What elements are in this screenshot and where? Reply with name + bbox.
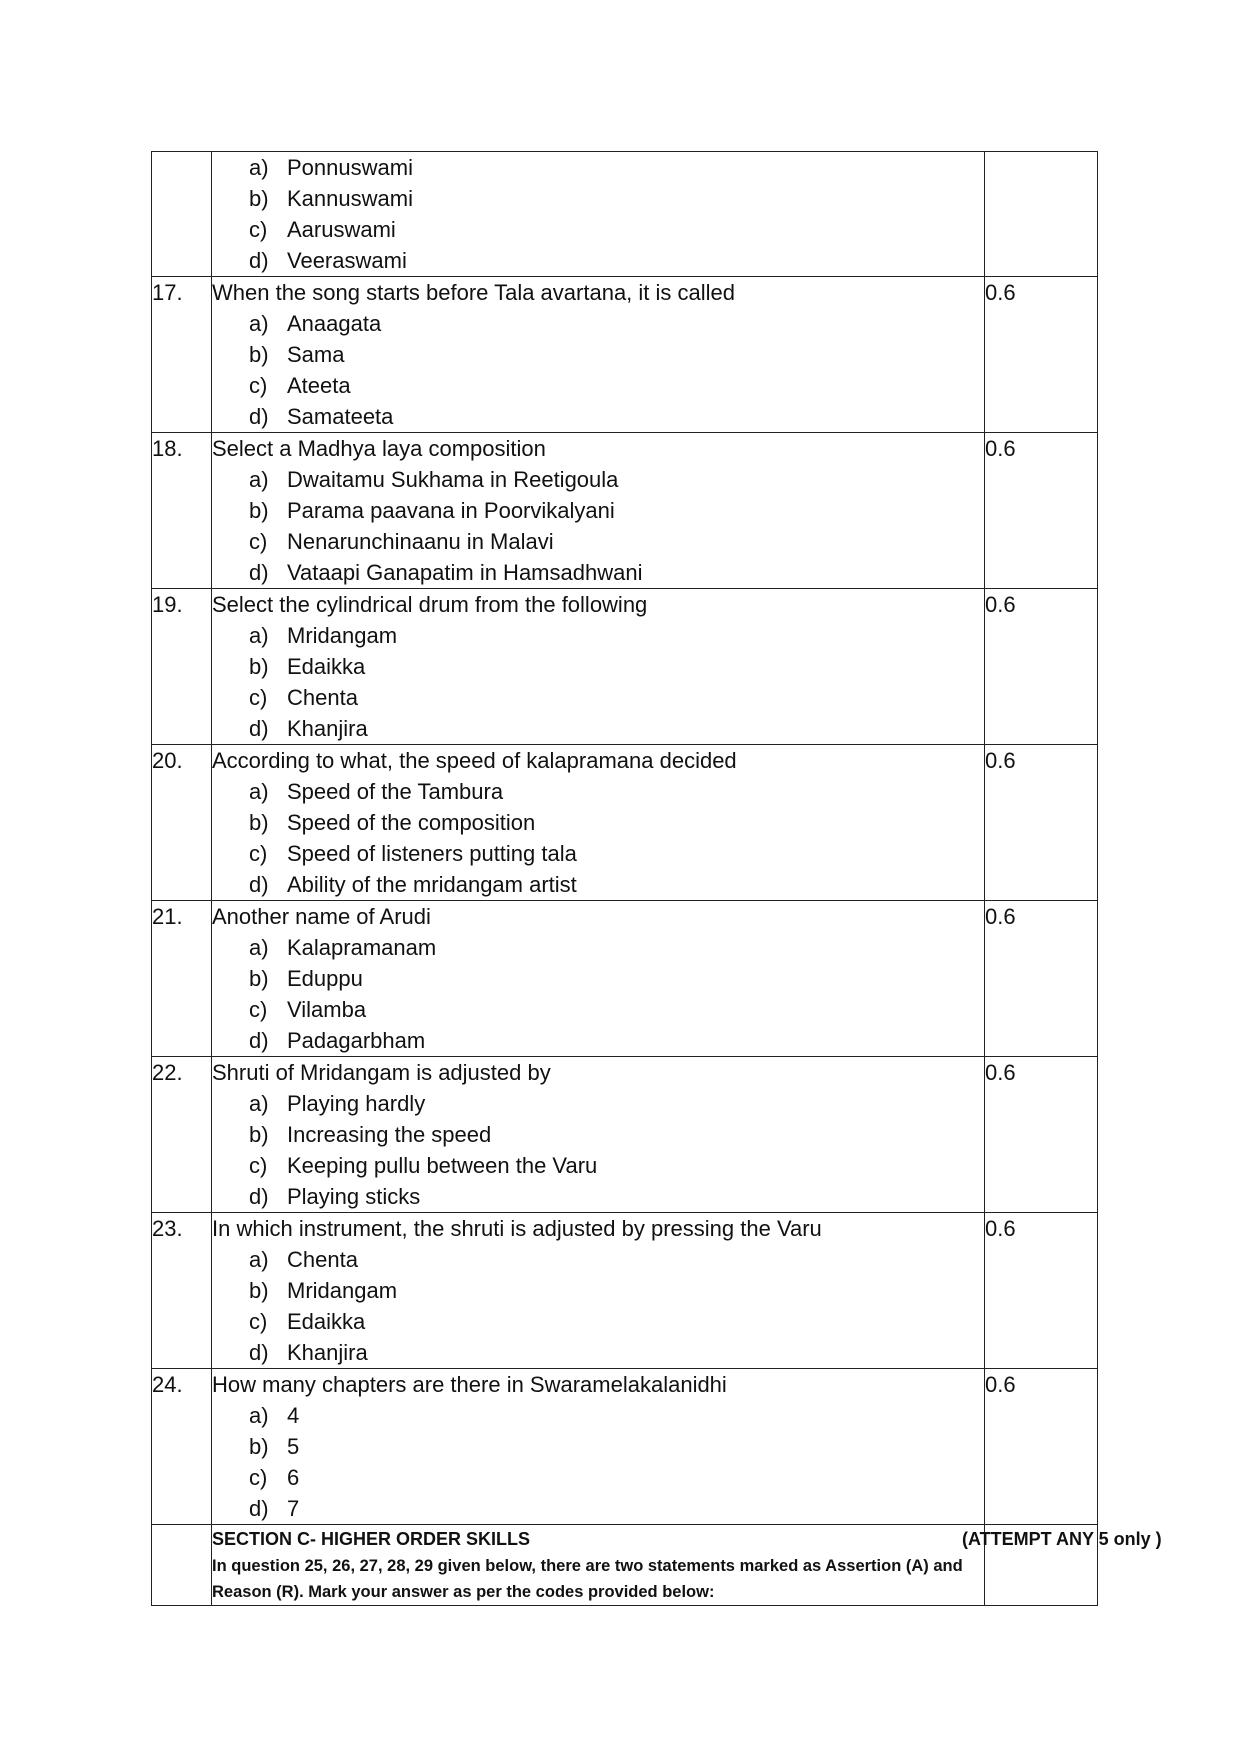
- question-row: [152, 901, 1098, 1057]
- option-label: a): [249, 155, 269, 180]
- option-label: c): [249, 217, 268, 242]
- option-item: [212, 1431, 984, 1462]
- option-text: Speed of the composition: [287, 810, 536, 835]
- question-text: Another name of Arudi: [212, 904, 431, 929]
- option-text: Veeraswami: [287, 248, 407, 273]
- question-number: 18.: [152, 433, 212, 589]
- option-text: Samateeta: [287, 404, 394, 429]
- option-item: [212, 370, 984, 401]
- option-label: b): [249, 966, 269, 991]
- question-number: 19.: [152, 589, 212, 745]
- option-text: Padagarbham: [287, 1028, 426, 1053]
- option-label: b): [249, 186, 269, 211]
- option-text: 4: [287, 1403, 300, 1428]
- option-label: d): [249, 1496, 269, 1521]
- section-c-header: [212, 1525, 1162, 1553]
- question-cell: [212, 152, 985, 277]
- question-row: [152, 433, 1098, 589]
- option-text: Playing sticks: [287, 1184, 421, 1209]
- option-label: c): [249, 1309, 268, 1334]
- option-item: [212, 1025, 984, 1056]
- option-label: a): [249, 1091, 269, 1116]
- question-number: 21.: [152, 901, 212, 1057]
- option-item: [212, 1244, 984, 1275]
- question-cell: [212, 901, 985, 1057]
- option-text: 7: [287, 1496, 300, 1521]
- option-label: b): [249, 1122, 269, 1147]
- option-text: Vataapi Ganapatim in Hamsadhwani: [287, 560, 643, 585]
- option-text: Khanjira: [287, 1340, 368, 1365]
- question-mark: 0.6: [985, 1369, 1098, 1525]
- option-label: a): [249, 1403, 269, 1428]
- question-cell: [212, 745, 985, 901]
- option-text: Edaikka: [287, 654, 366, 679]
- question-row: [152, 1057, 1098, 1213]
- question-table: [151, 151, 1162, 1606]
- question-cell: [212, 589, 985, 745]
- question-number: 23.: [152, 1213, 212, 1369]
- section-c-instructions: In question 25, 26, 27, 28, 29 given below, there are two statements marked as Assertion (A) and Reason (R). Mark your answer as per the codes provided below:: [212, 1557, 963, 1601]
- option-item: [212, 869, 984, 900]
- option-text: Playing hardly: [287, 1091, 426, 1116]
- question-text: When the song starts before Tala avartana, it is called: [212, 280, 735, 305]
- option-label: d): [249, 560, 269, 585]
- option-item: [212, 152, 984, 183]
- question-text: How many chapters are there in Swaramelakalanidhi: [212, 1372, 727, 1397]
- option-item: [212, 183, 984, 214]
- question-cell: [212, 277, 985, 433]
- option-item: [212, 713, 984, 744]
- option-text: Speed of listeners putting tala: [287, 841, 577, 866]
- question-row: [152, 745, 1098, 901]
- question-text: According to what, the speed of kalapramana decided: [212, 748, 737, 773]
- option-item: [212, 651, 984, 682]
- option-text: Increasing the speed: [287, 1122, 492, 1147]
- question-mark: 0.6: [985, 589, 1098, 745]
- option-text: Kannuswami: [287, 186, 413, 211]
- option-text: 6: [287, 1465, 300, 1490]
- question-mark: 0.6: [985, 277, 1098, 433]
- option-text: Khanjira: [287, 716, 368, 741]
- question-row: [152, 589, 1098, 745]
- question-mark: [985, 152, 1098, 277]
- question-cell: [212, 433, 985, 589]
- option-text: Nenarunchinaanu in Malavi: [287, 529, 554, 554]
- option-item: [212, 1400, 984, 1431]
- option-label: c): [249, 1153, 268, 1178]
- option-label: d): [249, 1028, 269, 1053]
- option-text: Ateeta: [287, 373, 351, 398]
- option-label: d): [249, 1184, 269, 1209]
- option-item: [212, 1462, 984, 1493]
- option-item: [212, 807, 984, 838]
- option-text: Keeping pullu between the Varu: [287, 1153, 598, 1178]
- option-item: [212, 1306, 984, 1337]
- option-label: d): [249, 248, 269, 273]
- section-c-number-cell: [152, 1525, 212, 1606]
- option-label: c): [249, 841, 268, 866]
- question-table-body: [152, 152, 1162, 1606]
- option-item: [212, 1181, 984, 1212]
- option-text: Chenta: [287, 1247, 358, 1272]
- question-number: [152, 152, 212, 277]
- question-text: In which instrument, the shruti is adjusted by pressing the Varu: [212, 1216, 822, 1241]
- option-label: d): [249, 404, 269, 429]
- option-label: a): [249, 311, 269, 336]
- option-label: a): [249, 623, 269, 648]
- question-mark: 0.6: [985, 1057, 1098, 1213]
- option-item: [212, 1275, 984, 1306]
- question-number: 17.: [152, 277, 212, 433]
- option-item: [212, 495, 984, 526]
- option-text: Vilamba: [287, 997, 367, 1022]
- option-text: Sama: [287, 342, 345, 367]
- option-item: [212, 401, 984, 432]
- option-label: a): [249, 467, 269, 492]
- question-mark: 0.6: [985, 433, 1098, 589]
- option-text: Edaikka: [287, 1309, 366, 1334]
- option-item: [212, 1150, 984, 1181]
- option-text: Eduppu: [287, 966, 363, 991]
- option-label: c): [249, 997, 268, 1022]
- question-text: Select the cylindrical drum from the following: [212, 592, 648, 617]
- question-number: 22.: [152, 1057, 212, 1213]
- option-text: Ability of the mridangam artist: [287, 872, 577, 897]
- option-item: [212, 963, 984, 994]
- option-text: Chenta: [287, 685, 358, 710]
- option-label: a): [249, 779, 269, 804]
- option-item: [212, 308, 984, 339]
- option-text: 5: [287, 1434, 300, 1459]
- question-mark: 0.6: [985, 1213, 1098, 1369]
- option-label: c): [249, 685, 268, 710]
- option-text: Ponnuswami: [287, 155, 413, 180]
- option-item: [212, 526, 984, 557]
- option-label: c): [249, 373, 268, 398]
- option-item: [212, 838, 984, 869]
- option-item: [212, 1337, 984, 1368]
- option-label: b): [249, 654, 269, 679]
- section-c-attempt-note: (ATTEMPT ANY 5 only ): [962, 1529, 1162, 1549]
- section-c-title: SECTION C- HIGHER ORDER SKILLS: [212, 1529, 531, 1549]
- option-item: [212, 557, 984, 588]
- option-label: b): [249, 342, 269, 367]
- option-item: [212, 1493, 984, 1524]
- option-item: [212, 1088, 984, 1119]
- option-item: [212, 994, 984, 1025]
- option-item: [212, 620, 984, 651]
- question-row: [152, 277, 1098, 433]
- option-text: Mridangam: [287, 1278, 398, 1303]
- option-label: b): [249, 1278, 269, 1303]
- option-label: c): [249, 1465, 268, 1490]
- question-row: [152, 1369, 1098, 1525]
- option-label: d): [249, 872, 269, 897]
- option-item: [212, 682, 984, 713]
- question-row: [152, 1213, 1098, 1369]
- option-label: d): [249, 716, 269, 741]
- option-label: a): [249, 1247, 269, 1272]
- option-text: Parama paavana in Poorvikalyani: [287, 498, 615, 523]
- option-item: [212, 932, 984, 963]
- option-text: Anaagata: [287, 311, 382, 336]
- section-c-row: [152, 1525, 1098, 1606]
- question-text: Select a Madhya laya composition: [212, 436, 546, 461]
- question-mark: 0.6: [985, 901, 1098, 1057]
- option-item: [212, 464, 984, 495]
- question-row: [152, 152, 1098, 277]
- option-label: b): [249, 810, 269, 835]
- option-label: b): [249, 1434, 269, 1459]
- option-item: [212, 776, 984, 807]
- option-item: [212, 339, 984, 370]
- option-item: [212, 214, 984, 245]
- question-cell: [212, 1057, 985, 1213]
- option-label: c): [249, 529, 268, 554]
- option-text: Dwaitamu Sukhama in Reetigoula: [287, 467, 619, 492]
- option-label: a): [249, 935, 269, 960]
- question-cell: [212, 1369, 985, 1525]
- option-text: Aaruswami: [287, 217, 396, 242]
- question-text: Shruti of Mridangam is adjusted by: [212, 1060, 551, 1085]
- question-cell: [212, 1213, 985, 1369]
- option-text: Mridangam: [287, 623, 398, 648]
- section-c-cell: [212, 1525, 1162, 1606]
- option-text: Speed of the Tambura: [287, 779, 504, 804]
- option-text: Kalapramanam: [287, 935, 437, 960]
- question-mark: 0.6: [985, 745, 1098, 901]
- option-item: [212, 245, 984, 276]
- question-number: 20.: [152, 745, 212, 901]
- question-number: 24.: [152, 1369, 212, 1525]
- option-label: d): [249, 1340, 269, 1365]
- option-item: [212, 1119, 984, 1150]
- option-label: b): [249, 498, 269, 523]
